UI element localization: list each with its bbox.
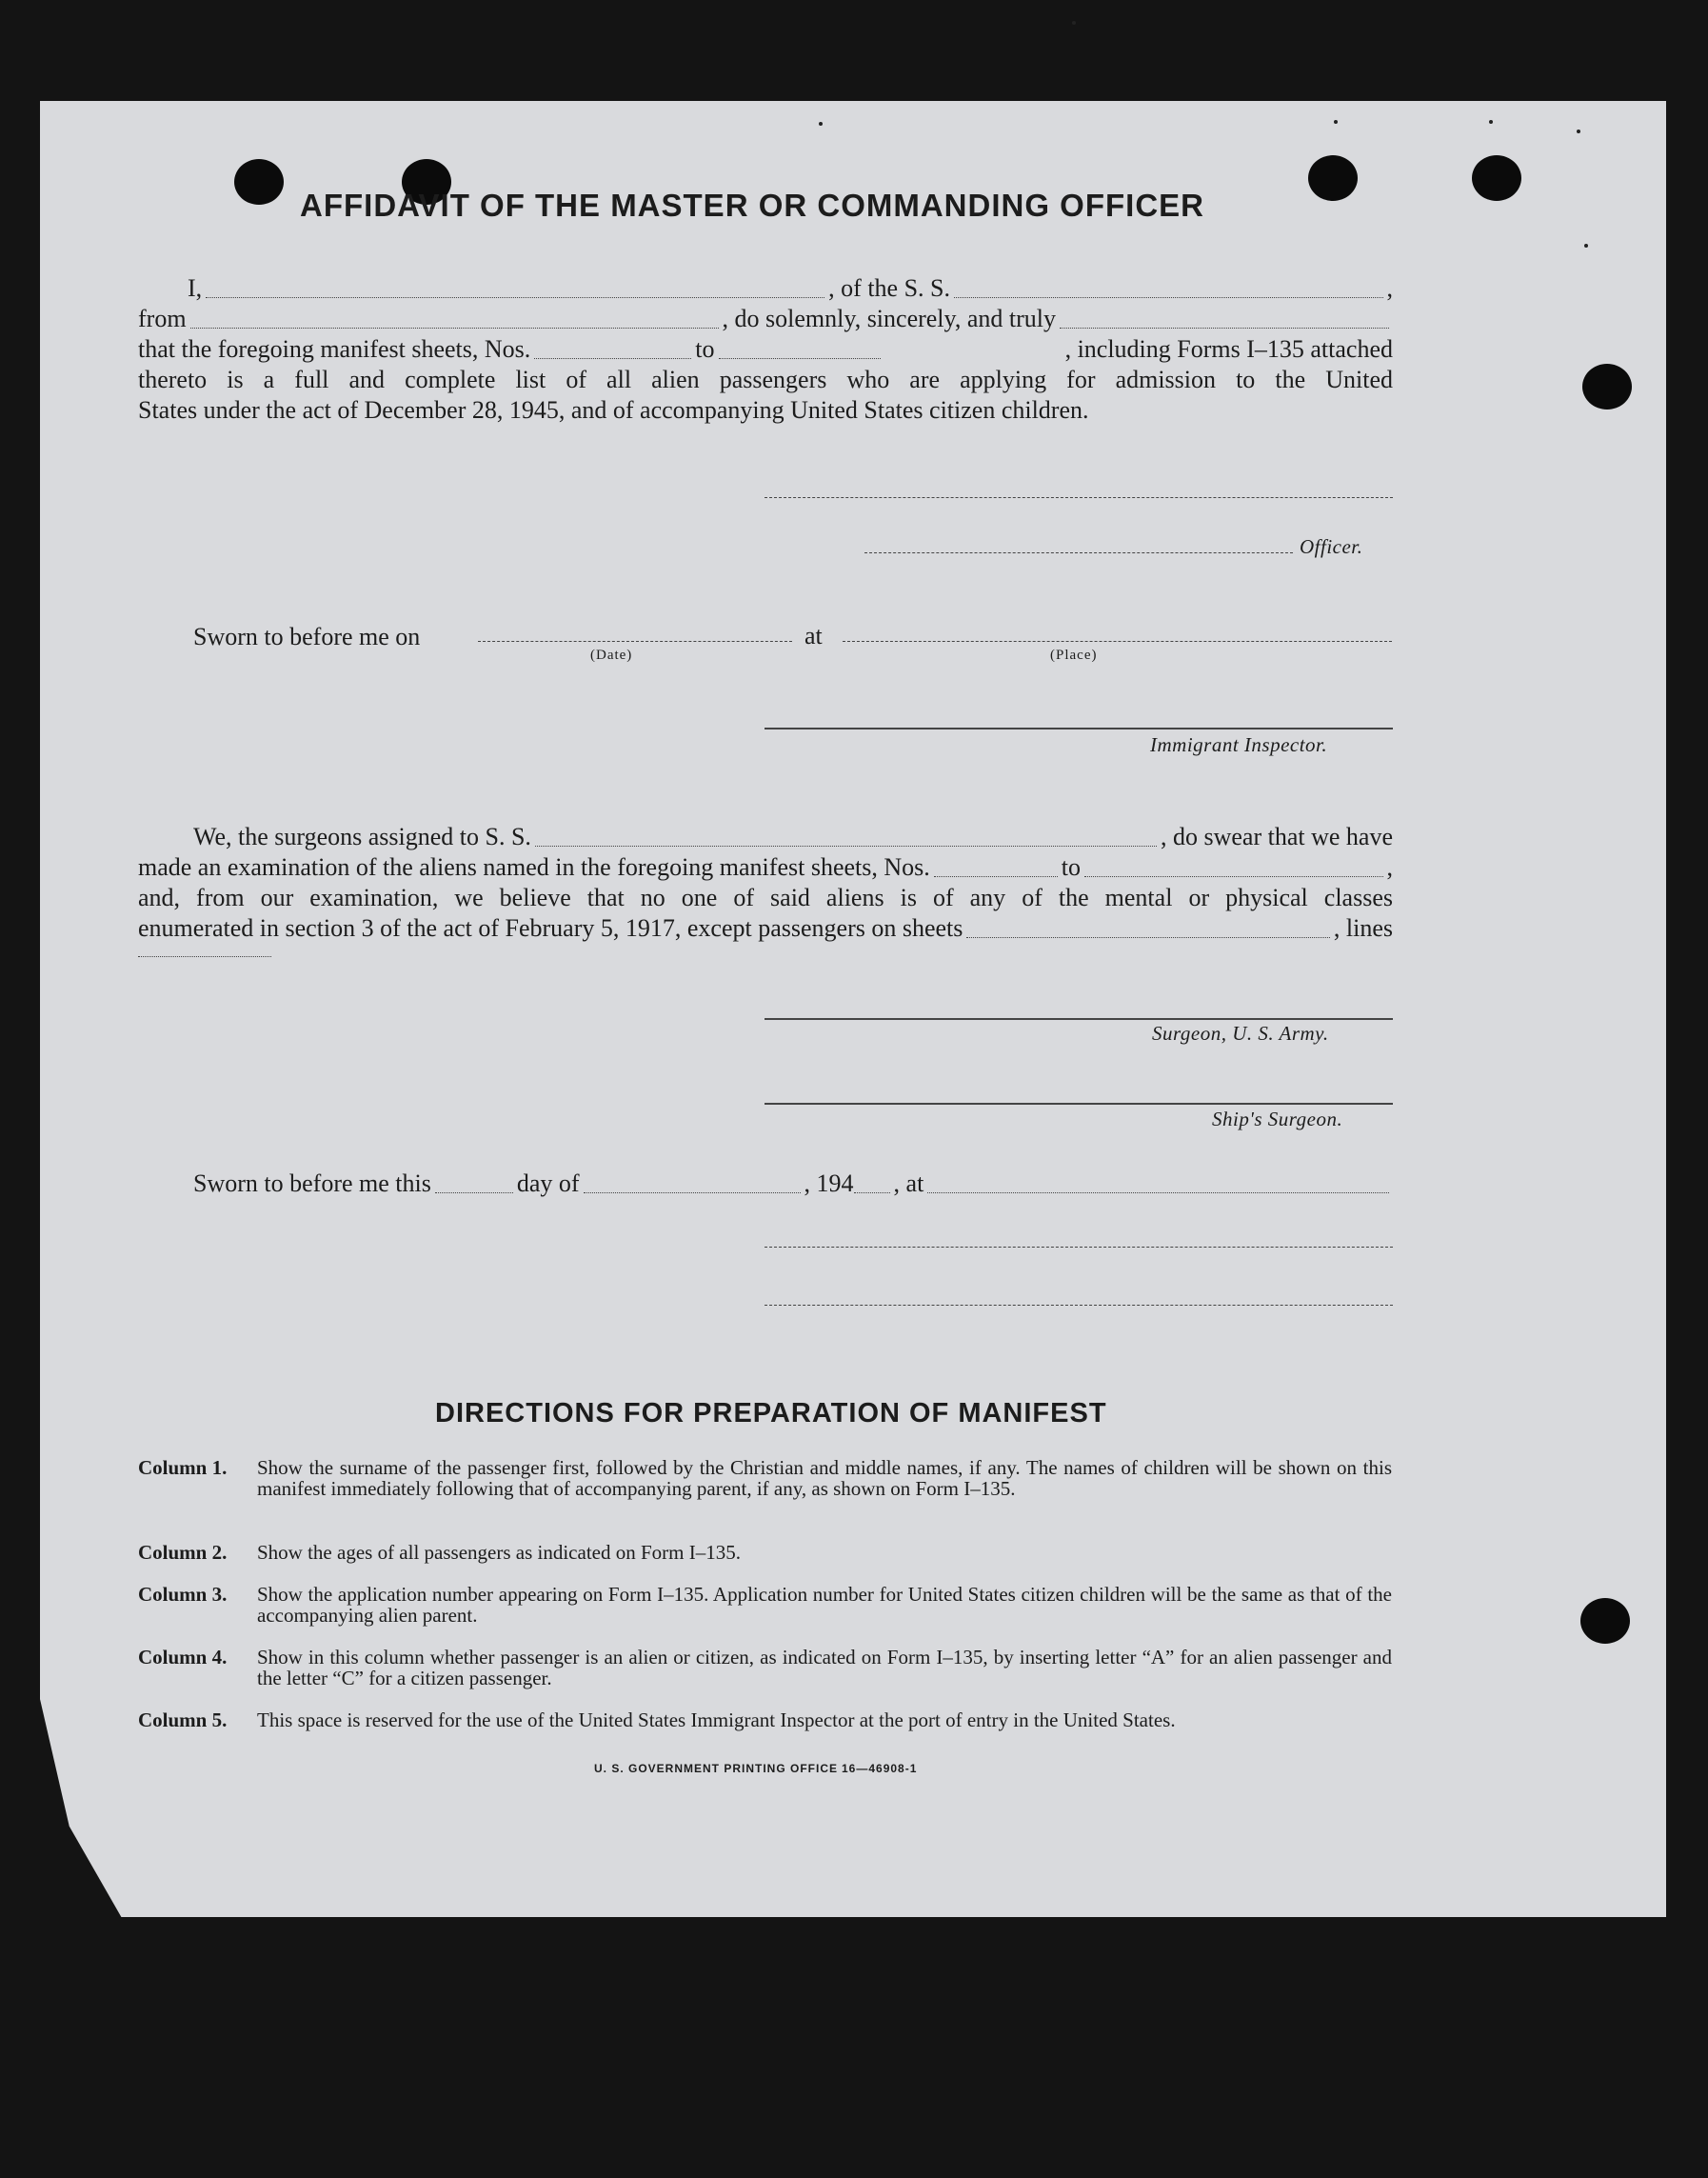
surgeons-line4: enumerated in section 3 of the act of February 5, 1917, except passengers on sheets (138, 914, 963, 942)
sworn2-place-field[interactable] (927, 1192, 1389, 1193)
surgeon-sheet-to-field[interactable] (1084, 876, 1383, 877)
officer-signature-line[interactable] (765, 497, 1393, 498)
officer-title-line[interactable] (864, 552, 1293, 553)
affidavit-forms: , including Forms I–135 attached (1064, 335, 1393, 363)
ship-name-field[interactable] (954, 297, 1382, 298)
punch-hole (1472, 155, 1521, 201)
surgeons-line3: and, from our examination, we believe that no one of said aliens is of any of the mental or physical classes (138, 884, 1393, 911)
direction-label: Column 1. (138, 1456, 228, 1479)
affidavit-to: to (695, 335, 715, 363)
sworn-place-field[interactable] (843, 641, 1392, 642)
affidavit-sheets: that the foregoing manifest sheets, Nos. (138, 335, 531, 363)
surgeon-sheet-from-field[interactable] (934, 876, 1058, 877)
direction-label: Column 4. (138, 1646, 228, 1668)
inspector-caption: Immigrant Inspector. (1150, 733, 1328, 756)
surgeons-lines: , lines (1333, 914, 1393, 942)
sworn-on-label: Sworn to before me on (193, 623, 421, 650)
surgeons-to: to (1061, 853, 1081, 881)
from-port-field[interactable] (190, 328, 719, 329)
month-field[interactable] (584, 1192, 801, 1193)
surgeons-assigned: We, the surgeons assigned to S. S. (193, 823, 531, 850)
speck (1577, 130, 1580, 133)
directions-title: DIRECTIONS FOR PREPARATION OF MANIFEST (435, 1398, 1107, 1429)
form-code: 16—46908-1 (842, 1762, 918, 1775)
affidavit-of-ss: , of the S. S. (828, 274, 951, 302)
affidavit-solemnly: , do solemnly, sincerely, and truly (722, 305, 1056, 332)
speck (1072, 21, 1076, 25)
sworn2-at-label: , at (893, 1169, 924, 1197)
affidavit-from: from (138, 305, 187, 332)
inspector-signature-line[interactable] (765, 728, 1393, 729)
surgeons-exam: made an examination of the aliens named in the foregoing manifest sheets, Nos. (138, 853, 930, 881)
surgeon-ship-field[interactable] (535, 846, 1157, 847)
direction-text: Show the application number appearing on Form I–135. Application number for United States citizen children will be the same as that of the accompanying alien parent. (257, 1583, 1392, 1627)
place-caption: (Place) (1050, 648, 1098, 663)
direction-label: Column 2. (138, 1541, 228, 1564)
sworn2-signature-line[interactable] (765, 1247, 1393, 1248)
affidavit-i: I, (188, 274, 203, 302)
master-name-field[interactable] (206, 297, 824, 298)
punch-hole (1582, 364, 1632, 410)
officer-caption: Officer. (1300, 535, 1363, 558)
year-field[interactable] (854, 1192, 890, 1193)
excepted-lines-field[interactable] (138, 956, 271, 957)
affidavit-line4: thereto is a full and complete list of all alien passengers who are applying for admission to the United (138, 366, 1393, 393)
direction-text: Show in this column whether passenger is an alien or citizen, as indicated on Form I–135, by inserting letter “A” for an alien passenger and the letter “C” for a citizen passenger. (257, 1646, 1392, 1689)
speck (1489, 120, 1493, 124)
punch-hole (234, 159, 284, 205)
ship-surgeon-caption: Ship's Surgeon. (1212, 1108, 1343, 1130)
sheet-to-field[interactable] (719, 358, 881, 359)
direction-text: This space is reserved for the use of the United States Immigrant Inspector at the port of entry in the United States. (257, 1708, 1176, 1731)
year-prefix: , 194 (804, 1169, 854, 1197)
direction-label: Column 5. (138, 1708, 228, 1731)
army-surgeon-caption: Surgeon, U. S. Army. (1152, 1022, 1329, 1045)
sworn2-line (193, 1169, 1393, 1199)
sheet-from-field[interactable] (534, 358, 691, 359)
affidavit-line5: States under the act of December 28, 1945, and of accompanying United States citizen children. (138, 396, 1089, 424)
surgeons-swear: , do swear that we have (1160, 823, 1393, 850)
affidavit-paragraph (138, 273, 1393, 426)
direction-label: Column 3. (138, 1583, 228, 1606)
sworn-date-field[interactable] (478, 641, 792, 642)
excepted-sheets-field[interactable] (966, 937, 1329, 938)
speck (1334, 120, 1338, 124)
day-field[interactable] (435, 1192, 513, 1193)
direction-text: Show the surname of the passenger first, followed by the Christian and middle names, if any. The names of children will be shown on this manifest immediately following that of accompanying parent, if any, as shown on Form I–135. (257, 1456, 1392, 1500)
speck (1584, 244, 1588, 248)
oath-field[interactable] (1060, 328, 1389, 329)
punch-hole (1308, 155, 1358, 201)
printing-office: U. S. GOVERNMENT PRINTING OFFICE (594, 1762, 839, 1775)
affidavit-title: AFFIDAVIT OF THE MASTER OR COMMANDING OFFICER (300, 188, 1205, 223)
army-surgeon-signature-line[interactable] (765, 1018, 1393, 1020)
direction-text: Show the ages of all passengers as indicated on Form I–135. (257, 1541, 741, 1564)
punch-hole (1580, 1598, 1630, 1644)
sworn-at-label: at (804, 622, 823, 649)
date-caption: (Date) (590, 648, 633, 663)
comma: , (1386, 274, 1393, 302)
surgeons-paragraph (138, 822, 1393, 963)
comma: , (1386, 853, 1393, 881)
sworn2-title-line[interactable] (765, 1305, 1393, 1306)
ship-surgeon-signature-line[interactable] (765, 1103, 1393, 1105)
sworn-this-label: Sworn to before me this (193, 1169, 431, 1197)
day-of-label: day of (516, 1169, 580, 1197)
speck (819, 122, 823, 126)
